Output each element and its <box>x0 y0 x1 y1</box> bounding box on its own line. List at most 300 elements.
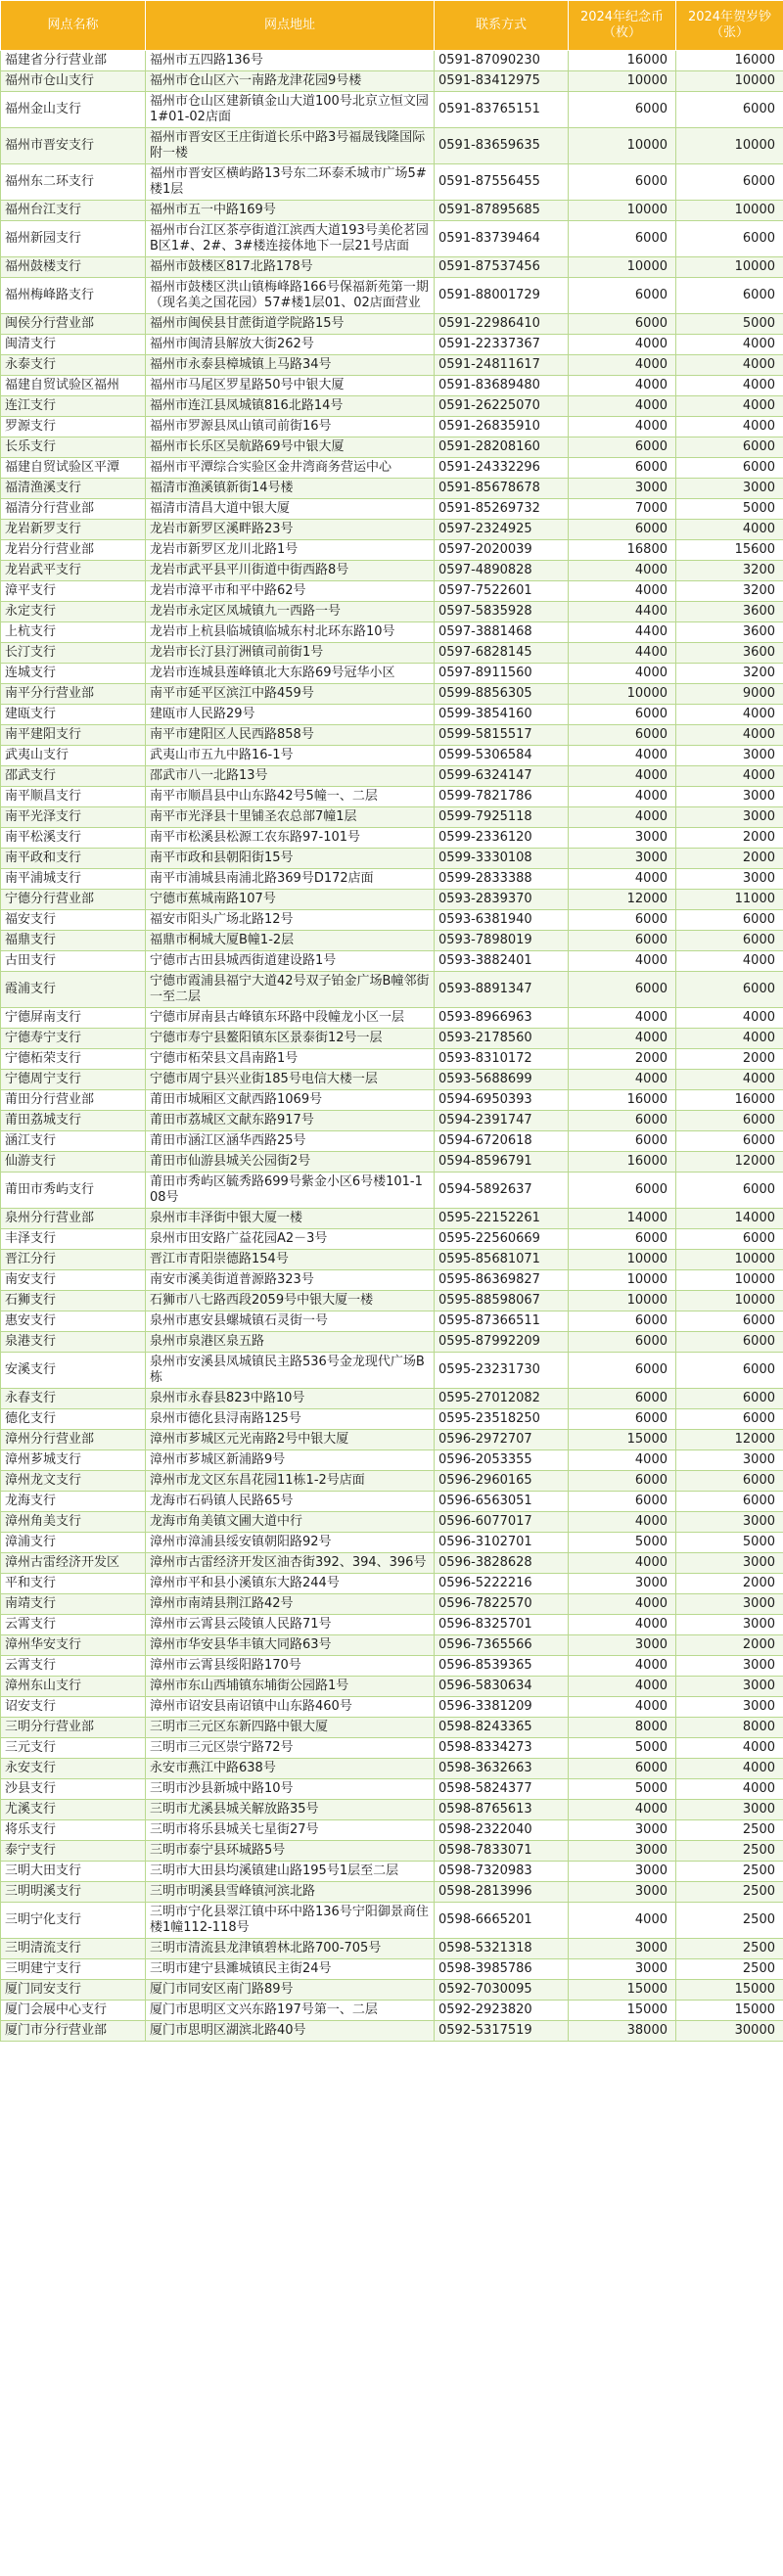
branch-address-cell: 龙岩市长汀县汀洲镇司前街1号 <box>146 643 435 664</box>
table-row <box>1 1111 783 1131</box>
branch-address-cell: 福州市台江区茶亭街道江滨西大道193号美伦茗园B区1#、2#、3#楼连接体地下一层21号店面 <box>146 221 435 257</box>
branch-address-cell: 福清市清昌大道中银大厦 <box>146 499 435 520</box>
coin-quota-cell: 4000 <box>569 1008 676 1029</box>
table-row <box>1 396 783 417</box>
table-row <box>1 1594 783 1615</box>
coin-quota-cell: 6000 <box>569 1173 676 1209</box>
branch-address-cell: 福州市鼓楼区817北路178号 <box>146 257 435 278</box>
branch-address-cell: 漳州市龙文区东昌花园11栋1-2号店面 <box>146 1471 435 1492</box>
contact-phone-cell: 0596-5830634 <box>435 1677 569 1697</box>
contact-phone-cell: 0595-85681071 <box>435 1250 569 1270</box>
branch-name-cell: 福鼎支行 <box>1 931 146 951</box>
contact-phone-cell: 0596-5222216 <box>435 1574 569 1594</box>
contact-phone-cell: 0593-3882401 <box>435 951 569 972</box>
branch-name-cell: 惠安支行 <box>1 1311 146 1332</box>
branch-address-cell: 福州市马尾区罗星路50号中银大厦 <box>146 376 435 396</box>
table-row <box>1 520 783 540</box>
contact-phone-cell: 0598-5824377 <box>435 1779 569 1800</box>
table-row <box>1 278 783 314</box>
branch-name-cell: 漳平支行 <box>1 581 146 602</box>
table-row <box>1 807 783 828</box>
note-quota-cell: 3000 <box>676 1594 783 1615</box>
table-row <box>1 1008 783 1029</box>
contact-phone-cell: 0594-6720618 <box>435 1131 569 1152</box>
table-header-row <box>1 1 783 51</box>
coin-quota-cell: 6000 <box>569 910 676 931</box>
coin-quota-cell: 6000 <box>569 458 676 479</box>
table-row <box>1 1759 783 1779</box>
coin-quota-cell: 15000 <box>569 2001 676 2021</box>
note-quota-cell: 6000 <box>676 92 783 128</box>
note-quota-cell: 3000 <box>676 1615 783 1635</box>
table-row <box>1 1152 783 1173</box>
table-row <box>1 376 783 396</box>
branch-name-cell: 龙岩新罗支行 <box>1 520 146 540</box>
branch-name-cell: 南平分行营业部 <box>1 684 146 705</box>
table-row <box>1 581 783 602</box>
note-quota-cell: 4000 <box>676 951 783 972</box>
branch-name-cell: 宁德屏南支行 <box>1 1008 146 1029</box>
contact-phone-cell: 0596-8539365 <box>435 1656 569 1677</box>
contact-phone-cell: 0593-8891347 <box>435 972 569 1008</box>
coin-quota-cell: 4000 <box>569 1697 676 1718</box>
coin-quota-cell: 4400 <box>569 602 676 622</box>
branch-name-cell: 南安支行 <box>1 1270 146 1291</box>
branch-name-cell: 仙游支行 <box>1 1152 146 1173</box>
contact-phone-cell: 0593-8966963 <box>435 1008 569 1029</box>
table-row <box>1 1779 783 1800</box>
table-row <box>1 2021 783 2042</box>
branch-address-cell: 福州市仓山区建新镇金山大道100号北京立恒文园1#01-02店面 <box>146 92 435 128</box>
note-quota-cell: 6000 <box>676 1311 783 1332</box>
branch-name-cell: 沙县支行 <box>1 1779 146 1800</box>
coin-quota-cell: 4000 <box>569 807 676 828</box>
branch-name-cell: 闽清支行 <box>1 335 146 355</box>
contact-phone-cell: 0595-23231730 <box>435 1353 569 1389</box>
contact-phone-cell: 0596-2960165 <box>435 1471 569 1492</box>
coin-quota-cell: 6000 <box>569 725 676 746</box>
contact-phone-cell: 0596-7365566 <box>435 1635 569 1656</box>
branch-name-cell: 福州金山支行 <box>1 92 146 128</box>
branch-address-cell: 泉州市田安路广益花园A2－3号 <box>146 1229 435 1250</box>
branch-address-cell: 泉州市泉港区泉五路 <box>146 1332 435 1353</box>
coin-quota-cell: 6000 <box>569 1409 676 1430</box>
branch-name-cell: 三明明溪支行 <box>1 1882 146 1903</box>
note-quota-cell: 6000 <box>676 1353 783 1389</box>
note-quota-cell: 3200 <box>676 561 783 581</box>
contact-phone-cell: 0599-3330108 <box>435 849 569 869</box>
branch-name-cell: 泉州分行营业部 <box>1 1209 146 1229</box>
branch-address-cell: 南平市顺昌县中山东路42号5幢一、二层 <box>146 787 435 807</box>
branch-address-cell: 龙岩市武平县平川街道中街西路8号 <box>146 561 435 581</box>
table-row <box>1 1090 783 1111</box>
branch-address-cell: 厦门市思明区文兴东路197号第一、二层 <box>146 2001 435 2021</box>
table-row <box>1 1353 783 1389</box>
branch-address-cell: 宁德市寿宁县鳌阳镇东区景泰街12号一层 <box>146 1029 435 1049</box>
branch-address-cell: 莆田市仙游县城关公园街2号 <box>146 1152 435 1173</box>
branch-name-cell: 龙海支行 <box>1 1492 146 1512</box>
contact-phone-cell: 0591-87556455 <box>435 164 569 201</box>
coin-quota-cell: 3000 <box>569 1841 676 1862</box>
branch-address-cell: 泉州市安溪县凤城镇民主路536号金龙现代广场B栋 <box>146 1353 435 1389</box>
table-row <box>1 1718 783 1738</box>
table-row <box>1 1820 783 1841</box>
contact-phone-cell: 0591-26835910 <box>435 417 569 437</box>
table-row <box>1 221 783 257</box>
branch-address-cell: 三明市清流县龙津镇碧林北路700-705号 <box>146 1939 435 1959</box>
coin-quota-cell: 3000 <box>569 479 676 499</box>
coin-quota-cell: 4000 <box>569 1450 676 1471</box>
table-row <box>1 1980 783 2001</box>
branch-address-cell: 龙岩市连城县莲峰镇北大东路69号冠华小区 <box>146 664 435 684</box>
coin-quota-cell: 4000 <box>569 869 676 890</box>
branch-address-cell: 龙岩市上杭县临城镇临城东村北环东路10号 <box>146 622 435 643</box>
table-row <box>1 1841 783 1862</box>
header-contact-phone: 联系方式 <box>435 1 569 51</box>
note-quota-cell: 10000 <box>676 1250 783 1270</box>
branch-name-cell: 漳州华安支行 <box>1 1635 146 1656</box>
table-row <box>1 2001 783 2021</box>
contact-phone-cell: 0597-3881468 <box>435 622 569 643</box>
table-row <box>1 92 783 128</box>
header-new-year-notes: 2024年贺岁钞（张） <box>676 1 783 51</box>
table-row <box>1 128 783 164</box>
branch-address-cell: 龙岩市漳平市和平中路62号 <box>146 581 435 602</box>
contact-phone-cell: 0596-7822570 <box>435 1594 569 1615</box>
branch-name-cell: 厦门市分行营业部 <box>1 2021 146 2042</box>
coin-quota-cell: 10000 <box>569 128 676 164</box>
contact-phone-cell: 0594-6950393 <box>435 1090 569 1111</box>
contact-phone-cell: 0595-86369827 <box>435 1270 569 1291</box>
note-quota-cell: 3000 <box>676 1800 783 1820</box>
coin-quota-cell: 4000 <box>569 1656 676 1677</box>
contact-phone-cell: 0591-83412975 <box>435 71 569 92</box>
note-quota-cell: 4000 <box>676 335 783 355</box>
table-row <box>1 1209 783 1229</box>
note-quota-cell: 4000 <box>676 725 783 746</box>
table-row <box>1 602 783 622</box>
branch-name-cell: 晋江分行 <box>1 1250 146 1270</box>
contact-phone-cell: 0598-3985786 <box>435 1959 569 1980</box>
contact-phone-cell: 0592-2923820 <box>435 2001 569 2021</box>
note-quota-cell: 3000 <box>676 869 783 890</box>
note-quota-cell: 4000 <box>676 1759 783 1779</box>
branch-name-cell: 三明建宁支行 <box>1 1959 146 1980</box>
contact-phone-cell: 0593-5688699 <box>435 1070 569 1090</box>
branch-name-cell: 泰宁支行 <box>1 1841 146 1862</box>
contact-phone-cell: 0599-2336120 <box>435 828 569 849</box>
coin-quota-cell: 6000 <box>569 437 676 458</box>
coin-quota-cell: 8000 <box>569 1718 676 1738</box>
coin-quota-cell: 6000 <box>569 520 676 540</box>
coin-quota-cell: 4000 <box>569 787 676 807</box>
note-quota-cell: 12000 <box>676 1430 783 1450</box>
table-row <box>1 1409 783 1430</box>
contact-phone-cell: 0592-7030095 <box>435 1980 569 2001</box>
branch-address-cell: 漳州市南靖县荆江路42号 <box>146 1594 435 1615</box>
coin-quota-cell: 4400 <box>569 643 676 664</box>
note-quota-cell: 2000 <box>676 1049 783 1070</box>
branch-address-cell: 福州市罗源县凤山镇司前街16号 <box>146 417 435 437</box>
note-quota-cell: 6000 <box>676 221 783 257</box>
note-quota-cell: 2500 <box>676 1820 783 1841</box>
table-row <box>1 1492 783 1512</box>
branch-address-cell: 厦门市思明区湖滨北路40号 <box>146 2021 435 2042</box>
coin-quota-cell: 6000 <box>569 314 676 335</box>
branch-name-cell: 将乐支行 <box>1 1820 146 1841</box>
table-row <box>1 1800 783 1820</box>
table-row <box>1 540 783 561</box>
note-quota-cell: 10000 <box>676 1291 783 1311</box>
branch-address-cell: 福州市仓山区六一南路龙津花园9号楼 <box>146 71 435 92</box>
coin-quota-cell: 38000 <box>569 2021 676 2042</box>
contact-phone-cell: 0597-6828145 <box>435 643 569 664</box>
table-body <box>1 51 783 2042</box>
contact-phone-cell: 0593-2178560 <box>435 1029 569 1049</box>
branch-name-cell: 南平浦城支行 <box>1 869 146 890</box>
note-quota-cell: 2500 <box>676 1862 783 1882</box>
table-row <box>1 1229 783 1250</box>
branch-name-cell: 福州市仓山支行 <box>1 71 146 92</box>
coin-quota-cell: 6000 <box>569 705 676 725</box>
branch-name-cell: 厦门同安支行 <box>1 1980 146 2001</box>
branch-address-cell: 三明市建宁县濉城镇民主街24号 <box>146 1959 435 1980</box>
coin-quota-cell: 6000 <box>569 931 676 951</box>
table-row <box>1 951 783 972</box>
coin-quota-cell: 3000 <box>569 828 676 849</box>
branch-address-cell: 石狮市八七路西段2059号中银大厦一楼 <box>146 1291 435 1311</box>
contact-phone-cell: 0591-22337367 <box>435 335 569 355</box>
note-quota-cell: 3200 <box>676 664 783 684</box>
branch-address-cell: 莆田市涵江区涵华西路25号 <box>146 1131 435 1152</box>
branch-name-cell: 福州新园支行 <box>1 221 146 257</box>
table-row <box>1 437 783 458</box>
coin-quota-cell: 16000 <box>569 1090 676 1111</box>
note-quota-cell: 3600 <box>676 643 783 664</box>
branch-name-cell: 三明宁化支行 <box>1 1903 146 1939</box>
table-row <box>1 1656 783 1677</box>
table-row <box>1 664 783 684</box>
branch-address-cell: 福清市渔溪镇新街14号楼 <box>146 479 435 499</box>
contact-phone-cell: 0598-7320983 <box>435 1862 569 1882</box>
note-quota-cell: 3000 <box>676 1697 783 1718</box>
table-row <box>1 314 783 335</box>
note-quota-cell: 3000 <box>676 1656 783 1677</box>
coin-quota-cell: 16000 <box>569 1152 676 1173</box>
branch-address-cell: 漳州市东山西埔镇东埔街公园路1号 <box>146 1677 435 1697</box>
coin-quota-cell: 4000 <box>569 335 676 355</box>
branch-name-cell: 霞浦支行 <box>1 972 146 1008</box>
note-quota-cell: 5000 <box>676 499 783 520</box>
contact-phone-cell: 0595-23518250 <box>435 1409 569 1430</box>
coin-quota-cell: 16000 <box>569 51 676 71</box>
table-row <box>1 561 783 581</box>
contact-phone-cell: 0591-88001729 <box>435 278 569 314</box>
note-quota-cell: 6000 <box>676 437 783 458</box>
coin-quota-cell: 4400 <box>569 622 676 643</box>
branch-address-cell: 邵武市八一北路13号 <box>146 766 435 787</box>
note-quota-cell: 2500 <box>676 1882 783 1903</box>
coin-quota-cell: 6000 <box>569 1471 676 1492</box>
coin-quota-cell: 4000 <box>569 1800 676 1820</box>
table-row <box>1 1553 783 1574</box>
coin-quota-cell: 10000 <box>569 1250 676 1270</box>
table-row <box>1 335 783 355</box>
branch-name-cell: 宁德寿宁支行 <box>1 1029 146 1049</box>
contact-phone-cell: 0598-7833071 <box>435 1841 569 1862</box>
table-row <box>1 257 783 278</box>
table-row <box>1 355 783 376</box>
branch-name-cell: 涵江支行 <box>1 1131 146 1152</box>
table-row <box>1 1332 783 1353</box>
coin-quota-cell: 4000 <box>569 1070 676 1090</box>
table-row <box>1 1250 783 1270</box>
table-row <box>1 1574 783 1594</box>
coin-quota-cell: 4000 <box>569 1615 676 1635</box>
branch-name-cell: 漳州古雷经济开发区 <box>1 1553 146 1574</box>
contact-phone-cell: 0595-22152261 <box>435 1209 569 1229</box>
branch-name-cell: 南平光泽支行 <box>1 807 146 828</box>
coin-quota-cell: 4000 <box>569 1029 676 1049</box>
contact-phone-cell: 0591-85678678 <box>435 479 569 499</box>
note-quota-cell: 3000 <box>676 1450 783 1471</box>
note-quota-cell: 4000 <box>676 1779 783 1800</box>
branch-address-cell: 漳州市平和县小溪镇东大路244号 <box>146 1574 435 1594</box>
branch-address-cell: 三明市沙县新城中路10号 <box>146 1779 435 1800</box>
coin-quota-cell: 14000 <box>569 1209 676 1229</box>
note-quota-cell: 4000 <box>676 1070 783 1090</box>
note-quota-cell: 10000 <box>676 71 783 92</box>
note-quota-cell: 2500 <box>676 1939 783 1959</box>
note-quota-cell: 2000 <box>676 828 783 849</box>
table-row <box>1 1450 783 1471</box>
table-row <box>1 705 783 725</box>
note-quota-cell: 6000 <box>676 1409 783 1430</box>
branch-name-cell: 长乐支行 <box>1 437 146 458</box>
table-row <box>1 1533 783 1553</box>
table-row <box>1 1862 783 1882</box>
branch-name-cell: 连江支行 <box>1 396 146 417</box>
table-row <box>1 51 783 71</box>
note-quota-cell: 4000 <box>676 417 783 437</box>
table-row <box>1 1311 783 1332</box>
branch-name-cell: 武夷山支行 <box>1 746 146 766</box>
branch-name-cell: 宁德柘荣支行 <box>1 1049 146 1070</box>
table-row <box>1 787 783 807</box>
branch-name-cell: 连城支行 <box>1 664 146 684</box>
coin-quota-cell: 15000 <box>569 1980 676 2001</box>
contact-phone-cell: 0599-7821786 <box>435 787 569 807</box>
table-row <box>1 1615 783 1635</box>
branch-address-cell: 南平市政和县朝阳街15号 <box>146 849 435 869</box>
contact-phone-cell: 0596-3102701 <box>435 1533 569 1553</box>
note-quota-cell: 4000 <box>676 1008 783 1029</box>
branch-address-cell: 龙海市角美镇文圃大道中行 <box>146 1512 435 1533</box>
branch-name-cell: 漳州分行营业部 <box>1 1430 146 1450</box>
coin-quota-cell: 4000 <box>569 417 676 437</box>
branch-address-cell: 莆田市城厢区文献西路1069号 <box>146 1090 435 1111</box>
branch-name-cell: 丰泽支行 <box>1 1229 146 1250</box>
note-quota-cell: 15000 <box>676 1980 783 2001</box>
branch-address-cell: 宁德市古田县城西街道建设路1号 <box>146 951 435 972</box>
coin-quota-cell: 6000 <box>569 221 676 257</box>
contact-phone-cell: 0599-5306584 <box>435 746 569 766</box>
table-row <box>1 417 783 437</box>
branch-name-cell: 三元支行 <box>1 1738 146 1759</box>
branch-name-cell: 福建自贸试验区平潭 <box>1 458 146 479</box>
table-row <box>1 746 783 766</box>
branch-name-cell: 永泰支行 <box>1 355 146 376</box>
contact-phone-cell: 0593-8310172 <box>435 1049 569 1070</box>
coin-quota-cell: 6000 <box>569 1353 676 1389</box>
branch-name-cell: 罗源支行 <box>1 417 146 437</box>
branch-address-cell: 厦门市同安区南门路89号 <box>146 1980 435 2001</box>
note-quota-cell: 2500 <box>676 1841 783 1862</box>
table-row <box>1 1070 783 1090</box>
branch-address-cell: 建瓯市人民路29号 <box>146 705 435 725</box>
branch-address-cell: 福州市晋安区王庄街道长乐中路3号福晟钱隆国际附一楼 <box>146 128 435 164</box>
branch-name-cell: 平和支行 <box>1 1574 146 1594</box>
branch-name-cell: 永安支行 <box>1 1759 146 1779</box>
coin-quota-cell: 12000 <box>569 890 676 910</box>
table-row <box>1 1430 783 1450</box>
branch-name-cell: 福安支行 <box>1 910 146 931</box>
branch-name-cell: 尤溪支行 <box>1 1800 146 1820</box>
branch-name-cell: 莆田荔城支行 <box>1 1111 146 1131</box>
contact-phone-cell: 0594-8596791 <box>435 1152 569 1173</box>
coin-quota-cell: 6000 <box>569 1131 676 1152</box>
contact-phone-cell: 0595-27012082 <box>435 1389 569 1409</box>
branch-address-cell: 泉州市永春县823中路10号 <box>146 1389 435 1409</box>
coin-quota-cell: 6000 <box>569 1759 676 1779</box>
table-row <box>1 499 783 520</box>
contact-phone-cell: 0598-6665201 <box>435 1903 569 1939</box>
note-quota-cell: 6000 <box>676 1131 783 1152</box>
branch-name-cell: 福建省分行营业部 <box>1 51 146 71</box>
note-quota-cell: 2000 <box>676 1574 783 1594</box>
contact-phone-cell: 0591-24332296 <box>435 458 569 479</box>
note-quota-cell: 6000 <box>676 1389 783 1409</box>
contact-phone-cell: 0595-88598067 <box>435 1291 569 1311</box>
branch-address-cell: 永安市燕江中路638号 <box>146 1759 435 1779</box>
branch-name-cell: 闽侯分行营业部 <box>1 314 146 335</box>
note-quota-cell: 6000 <box>676 972 783 1008</box>
coin-quota-cell: 3000 <box>569 1882 676 1903</box>
note-quota-cell: 4000 <box>676 376 783 396</box>
branch-name-cell: 长汀支行 <box>1 643 146 664</box>
coin-quota-cell: 5000 <box>569 1533 676 1553</box>
branch-address-cell: 福安市阳头广场北路12号 <box>146 910 435 931</box>
note-quota-cell: 6000 <box>676 278 783 314</box>
table-row <box>1 684 783 705</box>
coin-quota-cell: 10000 <box>569 1291 676 1311</box>
branch-name-cell: 南平顺昌支行 <box>1 787 146 807</box>
table-row <box>1 1471 783 1492</box>
contact-phone-cell: 0598-2813996 <box>435 1882 569 1903</box>
note-quota-cell: 6000 <box>676 1492 783 1512</box>
coin-quota-cell: 3000 <box>569 1574 676 1594</box>
table-row <box>1 643 783 664</box>
note-quota-cell: 3000 <box>676 807 783 828</box>
branch-name-cell: 邵武支行 <box>1 766 146 787</box>
header-commemorative-coins: 2024年纪念币（枚） <box>569 1 676 51</box>
branch-address-cell: 福鼎市桐城大厦B幢1-2层 <box>146 931 435 951</box>
branch-address-cell: 宁德市霞浦县福宁大道42号双子铂金广场B幢邻街一至二层 <box>146 972 435 1008</box>
coin-quota-cell: 15000 <box>569 1430 676 1450</box>
coin-quota-cell: 10000 <box>569 684 676 705</box>
branch-name-cell: 三明大田支行 <box>1 1862 146 1882</box>
contact-phone-cell: 0599-7925118 <box>435 807 569 828</box>
